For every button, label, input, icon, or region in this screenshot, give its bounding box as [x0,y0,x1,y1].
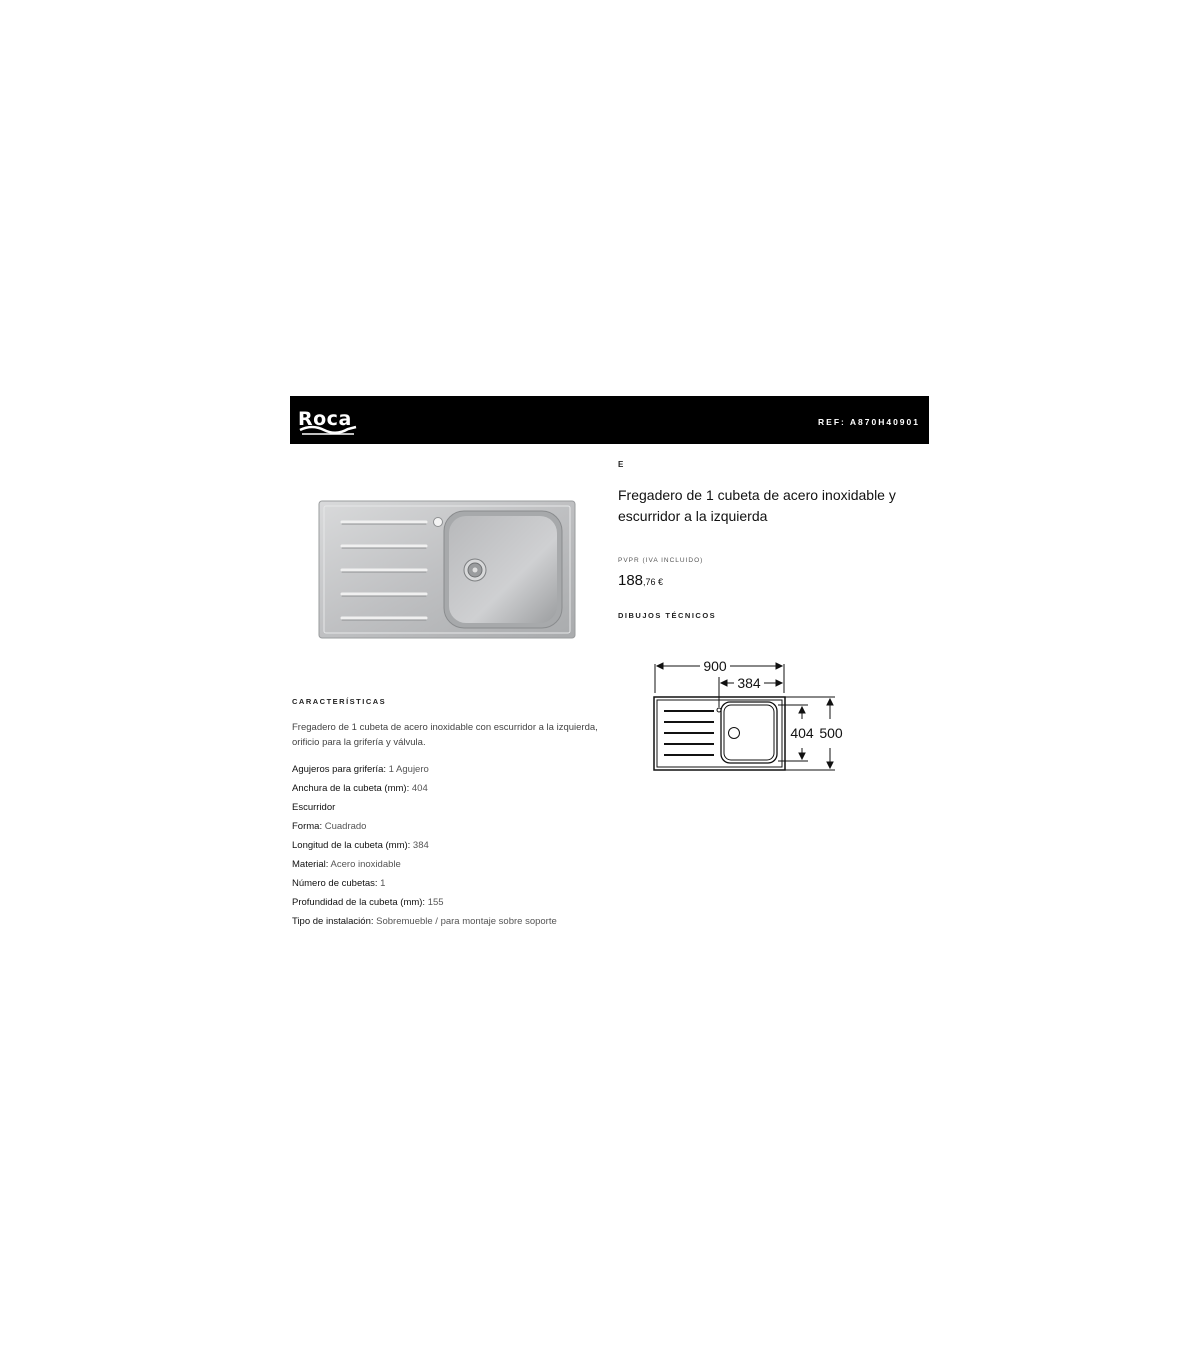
logo-wave-icon [298,404,358,438]
spec-item [292,839,557,858]
spec-value: 1 Agujero [386,764,429,775]
spec-item [292,820,557,839]
spec-value: 1 [377,878,386,889]
product-category-tag: E [618,460,625,469]
spec-value: Cuadrado [322,821,367,832]
spec-item [292,763,557,782]
dim-bowl-width: 404 [790,725,814,741]
price-label: PVPR (IVA INCLUIDO) [618,557,704,564]
product-photo [318,499,576,640]
product-description: Fregadero de 1 cubeta de acero inoxidable con escurridor a la izquierda, orificio para la grifería y válvula. [292,722,598,748]
spec-item [292,782,557,801]
spec-key: Anchura de la cubeta (mm): [292,783,410,794]
product-ref: REF: A870H40901 [818,417,920,427]
spec-key: Longitud de la cubeta (mm): [292,840,411,851]
spec-key: Profundidad de la cubeta (mm): [292,897,426,908]
header-bar [290,396,929,444]
spec-value: Acero inoxidable [328,859,401,870]
product-title: Fregadero de 1 cubeta de acero inoxidable y escurridor a la izquierda [618,487,896,524]
spec-key: Tipo de instalación: [292,916,374,927]
dim-overall-depth: 500 [819,725,843,741]
spec-key: Material: [292,859,329,870]
spec-key: Escurridor [292,802,336,813]
roca-logo [298,404,358,438]
price-integer: 188 [618,572,644,589]
brand-name: Roca [298,408,352,430]
price [618,572,663,589]
dim-overall-width: 900 [703,658,727,674]
spec-value: 384 [410,840,429,851]
spec-key: Agujeros para grifería: [292,764,386,775]
spec-item [292,896,557,915]
spec-key: Número de cubetas: [292,878,378,889]
spec-value: 404 [409,783,428,794]
spec-key: Forma: [292,821,323,832]
spec-item [292,915,557,934]
technical-drawings-heading: DIBUJOS TÉCNICOS [618,611,717,620]
technical-drawing [648,655,848,775]
spec-list [292,763,557,934]
spec-value: Sobremueble / para montaje sobre soporte [373,916,557,927]
spec-value: 155 [425,897,444,908]
spec-item [292,801,557,820]
spec-item [292,858,557,877]
characteristics-heading: CARACTERÍSTICAS [292,697,387,706]
price-decimal: ,76 € [643,577,664,587]
dim-bowl-length: 384 [737,675,761,691]
spec-item [292,877,557,896]
